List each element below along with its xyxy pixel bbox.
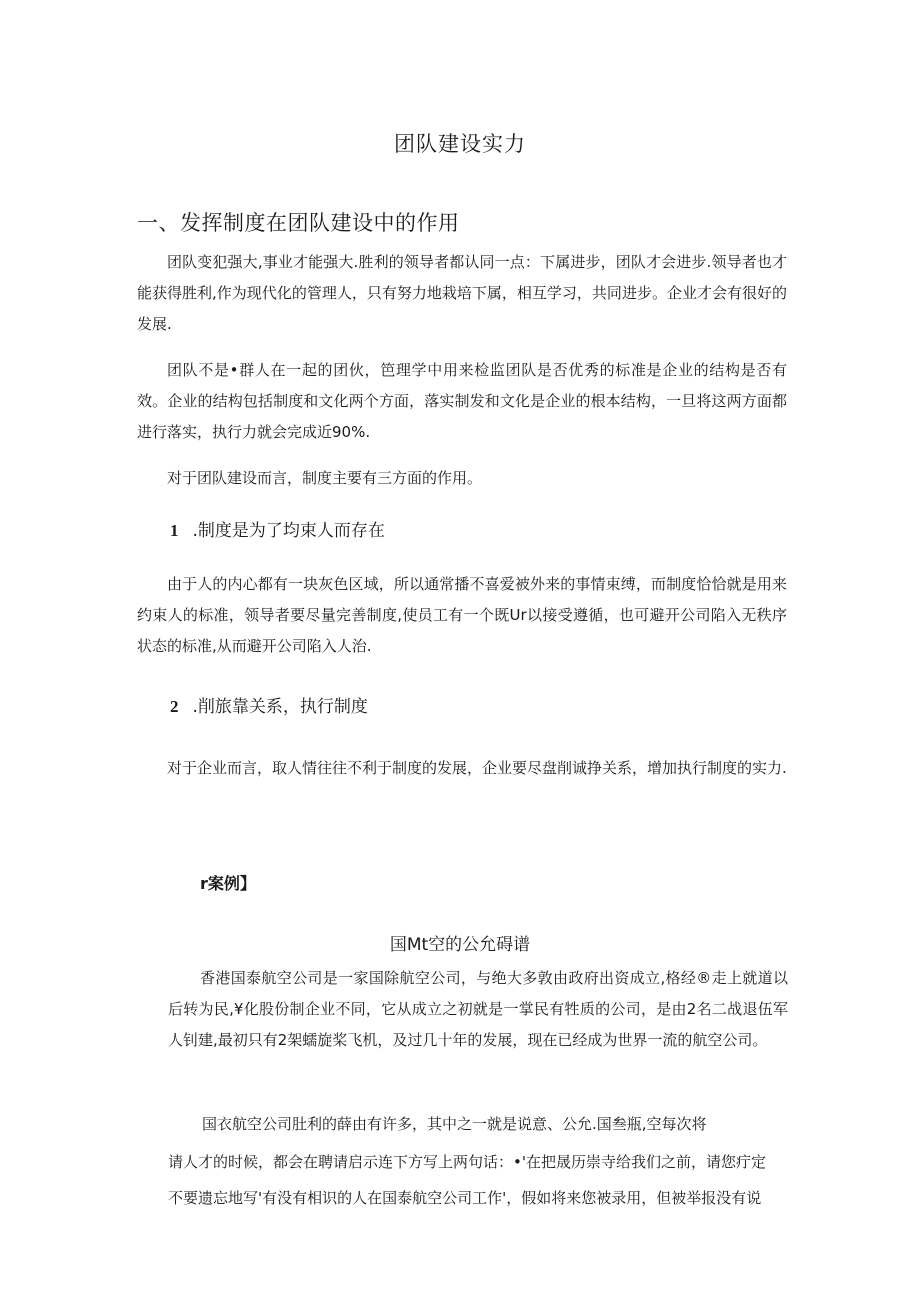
- paragraph: 对于团队建设而言，制度主要有三方面的作用。: [167, 469, 483, 487]
- paragraph: 由于人的内心都有一块灰色区域，所以通常播不喜爱被外来的事情束缚，而制度恰恰就是用来约束人的标准，领导者要尽量完善制度,使员工有一个既Ur以接受遵循，也可避开公司陷入无秩序状态的标准,从而避开公司陷入人治.: [137, 575, 787, 655]
- case-line: 请人才的时候，都会在聘请启示连下方写上两句话：•'在把晟历崇寺给我们之前，请您疔定: [168, 1153, 766, 1171]
- paragraph: 对于企业而言，取人情往往不利于制度的发展，企业要尽盘削诚挣关系，增加执行制度的实力.: [167, 759, 787, 777]
- case-line: 国衣航空公司肚利的薛由有许多，其中之一就是说意、公允.国叁瓶,空每次将: [202, 1115, 707, 1133]
- subheading-number: 2: [170, 697, 179, 716]
- document-title: 团队建设实力: [394, 132, 526, 156]
- subheading-text: .制度是为了均束人而存在: [192, 521, 385, 541]
- subheading-1: [170, 516, 385, 541]
- subheading-number: 1: [170, 521, 179, 540]
- subheading-text: .削旅靠关系，执行制度: [192, 697, 368, 717]
- paragraph: 团队不是•群人在一起的团伙，笆理学中用来检监团队是否优秀的标准是企业的结构是否有效。企业的结构包括制度和文化两个方面，落实制发和文化是企业的根本结构，一旦将这两方面都进行落实，执行力就会完成近90%.: [137, 361, 787, 441]
- case-label: r案例】: [200, 874, 256, 893]
- case-paragraph: 香港国泰航空公司是一家国除航空公司，与绝大多敦由政府出资成立,格经®走上就道以后转为民,¥化股份制企业不同，它从成立之初就是一掌民有牲质的公司，是由2名二战退伍军人钊建,最初只有2架蠕旋桨飞机，及过几十年的发展，现在已经成为世界一流的航空公司。: [168, 969, 788, 1049]
- paragraph: 团队变犯强大,事业才能强大.胜利的领导者都认同一点：下属进步，团队才会进步.领导者也才能获得胜利,作为现代化的管理人，只有努力地栽培下属，相互学习，共同进步。企业才会有很好的发展.: [137, 253, 787, 333]
- subheading-2: [170, 692, 368, 717]
- case-title: 国Mt空的公允碍谱: [389, 935, 531, 955]
- section-heading: 一、发挥制度在团队建设中的作用: [137, 211, 460, 235]
- case-line: 不要遗忘地写'有没有相识的人在国泰航空公司工作'，假如将来您被录用，但被举报没有说: [168, 1189, 762, 1207]
